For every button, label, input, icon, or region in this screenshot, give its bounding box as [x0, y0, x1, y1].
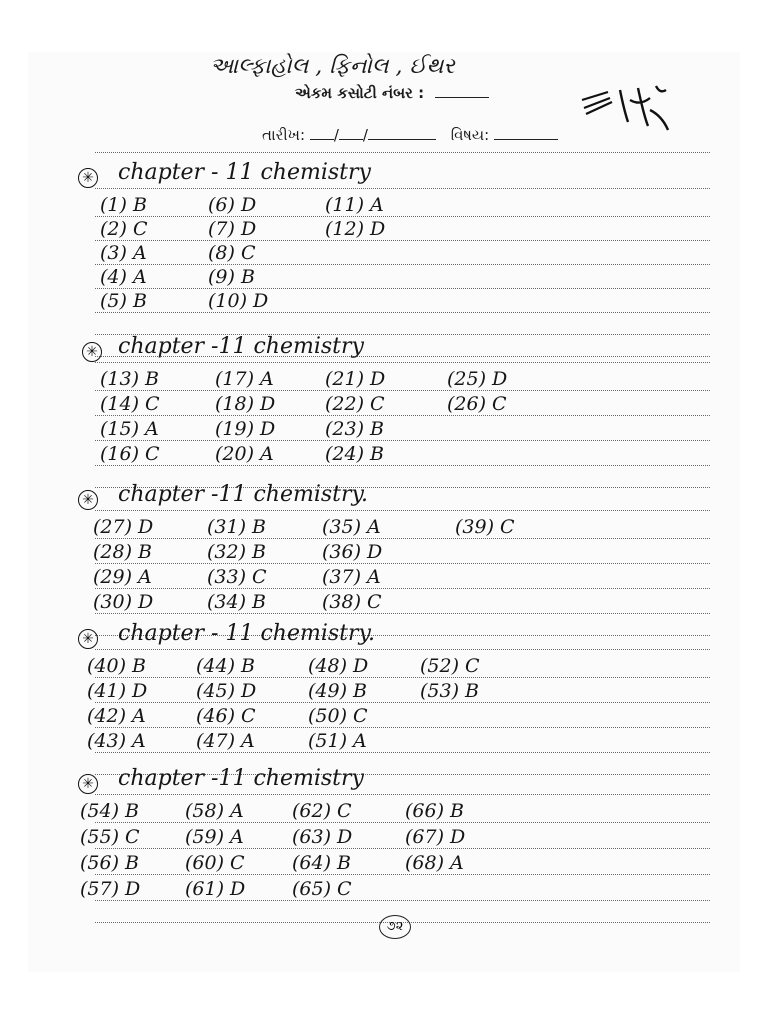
answer-entry: (37) A	[322, 566, 381, 588]
test-number-blank	[435, 97, 489, 98]
answer-entry: (27) D	[93, 516, 154, 538]
ruled-line	[95, 264, 710, 265]
answer-entry: (67) D	[405, 826, 466, 848]
bullet-star-icon: ✳	[82, 342, 102, 362]
answer-entry: (55) C	[80, 826, 140, 848]
bullet-star-icon: ✳	[78, 490, 98, 510]
section-heading: chapter -11 chemistry.	[118, 482, 369, 507]
signature-scribble	[578, 70, 674, 140]
answer-entry: (20) A	[215, 443, 274, 465]
ruled-line	[95, 390, 710, 391]
answer-entry: (62) C	[292, 800, 352, 822]
ruled-line	[95, 702, 710, 703]
answer-entry: (65) C	[292, 878, 352, 900]
answer-entry: (31) B	[207, 516, 267, 538]
subject-blank	[494, 139, 558, 140]
section-heading: chapter -11 chemistry	[118, 766, 364, 791]
answer-entry: (34) B	[207, 591, 267, 613]
date-month-blank	[339, 139, 363, 140]
answer-entry: (52) C	[420, 655, 480, 677]
answer-entry: (18) D	[215, 393, 276, 415]
ruled-line	[95, 822, 710, 823]
ruled-line	[95, 727, 710, 728]
bullet-star-icon: ✳	[78, 168, 98, 188]
ruled-line	[95, 152, 710, 153]
answer-entry: (26) C	[447, 393, 507, 415]
test-number-row	[295, 84, 489, 102]
answer-entry: (28) B	[93, 541, 153, 563]
ruled-line	[95, 649, 710, 650]
answer-entry: (17) A	[215, 368, 274, 390]
answer-entry: (35) A	[322, 516, 381, 538]
answer-entry: (41) D	[87, 680, 148, 702]
answer-entry: (46) C	[196, 705, 256, 727]
ruled-line	[95, 752, 710, 753]
answer-entry: (39) C	[455, 516, 515, 538]
answer-entry: (51) A	[308, 730, 367, 752]
answer-entry: (24) B	[325, 443, 385, 465]
ruled-line	[95, 216, 710, 217]
answer-entry: (64) B	[292, 852, 352, 874]
ruled-line	[95, 588, 710, 589]
answer-entry: (30) D	[93, 591, 154, 613]
ruled-line	[95, 415, 710, 416]
ruled-line	[95, 362, 710, 363]
ruled-line	[95, 613, 710, 614]
bullet-star-icon: ✳	[78, 629, 98, 649]
answer-entry: (36) D	[322, 541, 383, 563]
section-heading: chapter - 11 chemistry.	[118, 621, 376, 646]
ruled-line	[95, 900, 710, 901]
ruled-line	[95, 465, 710, 466]
answer-entry: (43) A	[87, 730, 146, 752]
ruled-line	[95, 874, 710, 875]
bullet-star-icon: ✳	[78, 774, 98, 794]
answer-entry: (38) C	[322, 591, 382, 613]
answer-entry: (63) D	[292, 826, 353, 848]
answer-entry: (47) A	[196, 730, 255, 752]
answer-entry: (32) B	[207, 541, 267, 563]
answer-entry: (11) A	[325, 194, 384, 216]
answer-entry: (22) C	[325, 393, 385, 415]
ruled-line	[95, 312, 710, 313]
ruled-line	[95, 677, 710, 678]
answer-entry: (53) B	[420, 680, 480, 702]
answer-entry: (1) B	[100, 194, 147, 216]
answer-entry: (61) D	[185, 878, 246, 900]
answer-entry: (15) A	[100, 418, 159, 440]
answer-entry: (29) A	[93, 566, 152, 588]
answer-entry: (21) D	[325, 368, 386, 390]
answer-entry: (5) B	[100, 290, 147, 312]
answer-entry: (48) D	[308, 655, 369, 677]
answer-entry: (9) B	[208, 266, 255, 288]
section-heading: chapter - 11 chemistry	[118, 160, 371, 185]
school-name: આલ્ફાહોલ , ફિનોલ , ઈથર	[210, 54, 455, 79]
answer-entry: (59) A	[185, 826, 244, 848]
ruled-line	[95, 188, 710, 189]
ruled-line	[95, 440, 710, 441]
date-day-blank	[310, 139, 334, 140]
answer-entry: (44) B	[196, 655, 256, 677]
answer-entry: (58) A	[185, 800, 244, 822]
date-sep-1: /	[333, 126, 339, 144]
answer-entry: (49) B	[308, 680, 368, 702]
page-number: ૭૨	[379, 915, 411, 939]
answer-entry: (16) C	[100, 443, 160, 465]
answer-entry: (23) B	[325, 418, 385, 440]
date-year-blank	[368, 139, 436, 140]
section-heading: chapter -11 chemistry	[118, 334, 364, 359]
answer-entry: (60) C	[185, 852, 245, 874]
answer-entry: (33) C	[207, 566, 267, 588]
answer-entry: (66) B	[405, 800, 465, 822]
test-number-label: એકમ કસોટી નંબર :	[295, 84, 425, 102]
answer-entry: (8) C	[208, 242, 256, 264]
answer-entry: (4) A	[100, 266, 147, 288]
ruled-line	[95, 240, 710, 241]
ruled-line	[95, 848, 710, 849]
answer-entry: (6) D	[208, 194, 257, 216]
answer-entry: (45) D	[196, 680, 257, 702]
answer-entry: (68) A	[405, 852, 464, 874]
answer-entry: (40) B	[87, 655, 147, 677]
answer-entry: (7) D	[208, 218, 257, 240]
date-subject-row	[262, 126, 558, 144]
answer-entry: (25) D	[447, 368, 508, 390]
ruled-line	[95, 563, 710, 564]
answer-entry: (12) D	[325, 218, 386, 240]
answer-entry: (56) B	[80, 852, 140, 874]
date-sep-2: /	[362, 126, 368, 144]
date-label: તારીખ:	[262, 126, 306, 144]
answer-entry: (54) B	[80, 800, 140, 822]
answer-entry: (19) D	[215, 418, 276, 440]
ruled-line	[95, 538, 710, 539]
ruled-line	[95, 794, 710, 795]
ruled-line	[95, 510, 710, 511]
ruled-line	[95, 288, 710, 289]
answer-entry: (2) C	[100, 218, 148, 240]
subject-label: વિષય:	[450, 126, 490, 144]
answer-entry: (13) B	[100, 368, 160, 390]
answer-entry: (3) A	[100, 242, 147, 264]
answer-entry: (10) D	[208, 290, 269, 312]
answer-entry: (50) C	[308, 705, 368, 727]
answer-entry: (42) A	[87, 705, 146, 727]
answer-entry: (57) D	[80, 878, 141, 900]
answer-entry: (14) C	[100, 393, 160, 415]
